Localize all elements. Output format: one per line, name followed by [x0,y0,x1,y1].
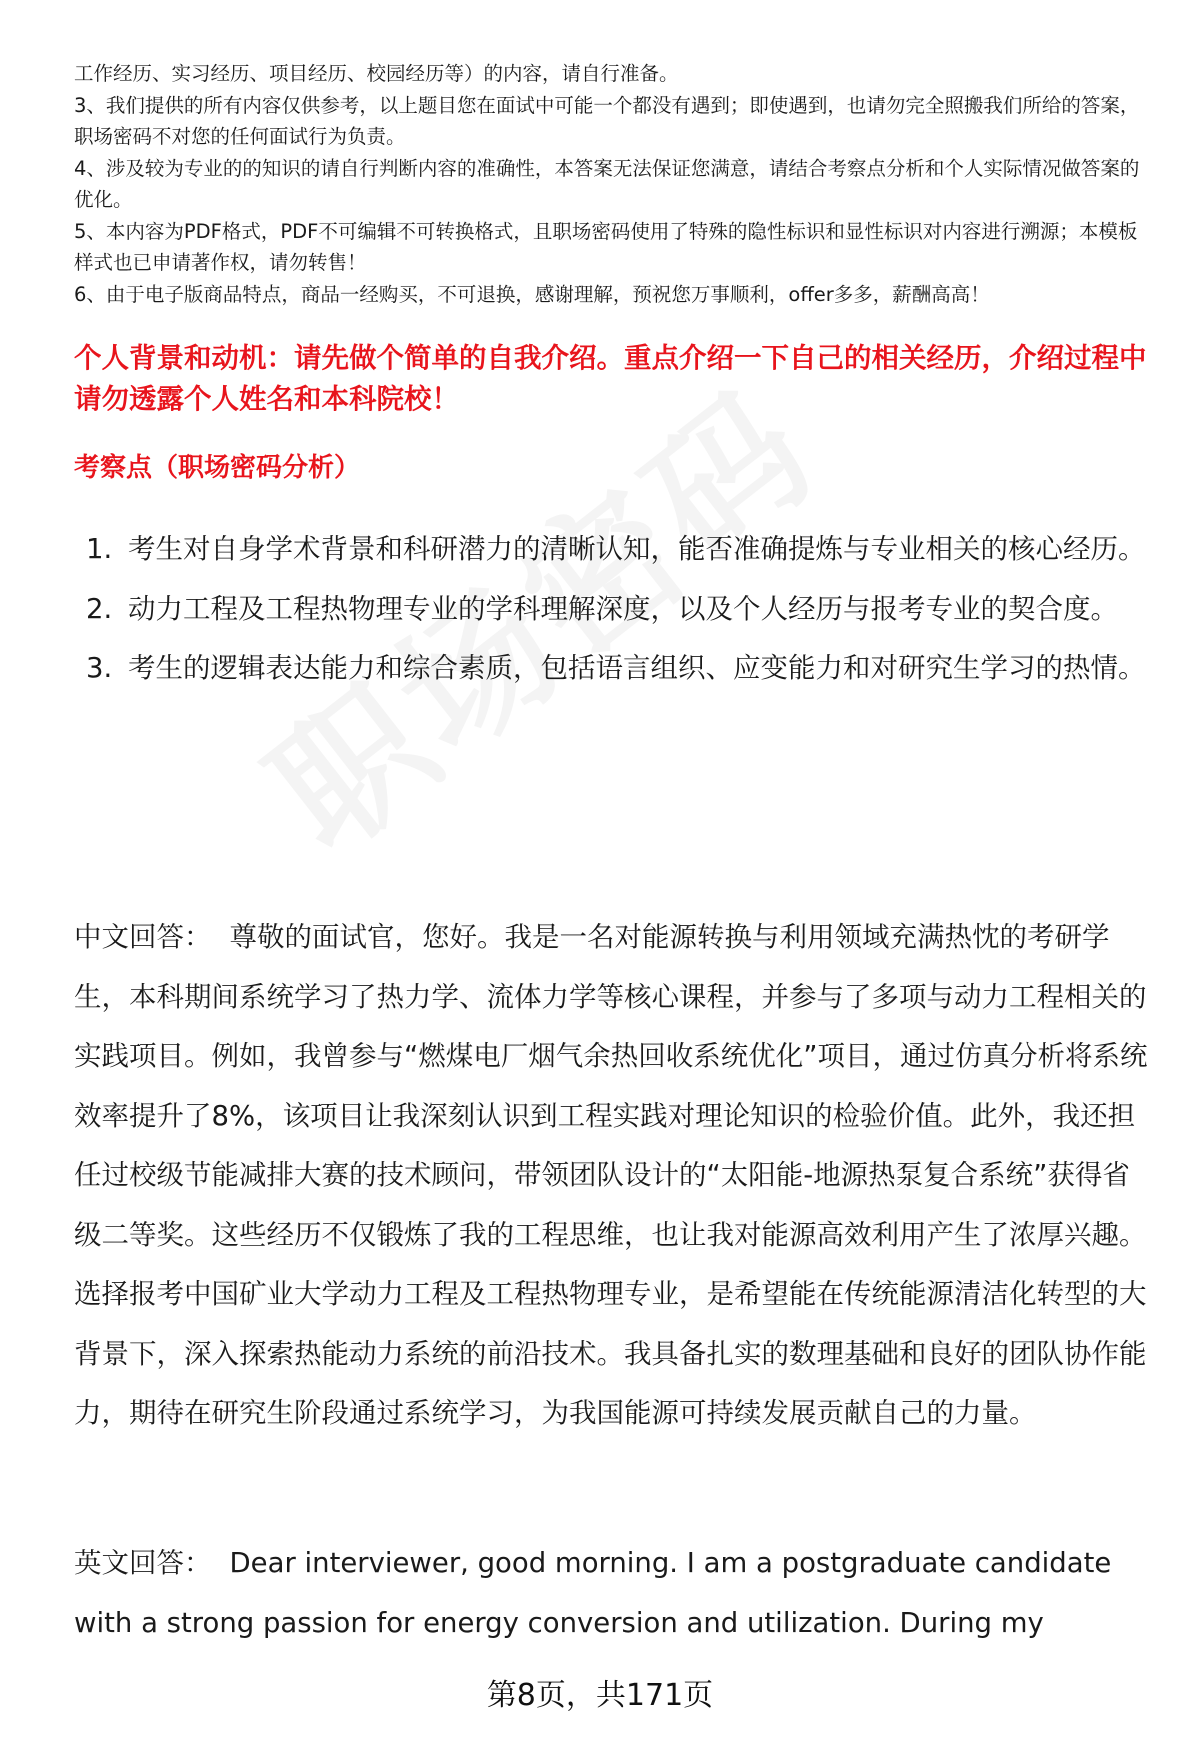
list-item [74,639,1154,699]
english-answer [74,1534,1154,1653]
list-item-text: 动力工程及工程热物理专业的学科理解深度，以及个人经历与报考专业的契合度。 [128,592,1118,625]
question-title: 个人背景和动机：请先做个简单的自我介绍。重点介绍一下自己的相关经历，介绍过程中请勿透露个人姓名和本科院校！ [74,342,1147,415]
chinese-answer-label: 中文回答： [74,921,212,953]
list-item [74,580,1154,640]
chinese-answer-text: 尊敬的面试官，您好。我是一名对能源转换与利用领域充满热忱的考研学生，本科期间系统学习了热力学、流体力学等核心课程，并参与了多项与动力工程相关的实践项目。例如，我曾参与“燃煤电厂烟气余热回收系统优化”项目，通过仿真分析将系统效率提升了8%，该项目让我深刻认识到工程实践对理论知识的检验价值。此外，我还担任过校级节能减排大赛的技术顾问，带领团队设计的“太阳能-地源热泵复合系统”获得省级二等奖。这些经历不仅锻炼了我的工程思维，也让我对能源高效利用产生了浓厚兴趣。选择报考中国矿业大学动力工程及工程热物理专业，是希望能在传统能源清洁化转型的大背景下，深入探索热能动力系统的前沿技术。我具备扎实的数理基础和良好的团队协作能力，期待在研究生阶段通过系统学习，为我国能源可持续发展贡献自己的力量。 [74,921,1148,1429]
notice-line: 6、由于电子版商品特点，商品一经购买，不可退换，感谢理解，预祝您万事顺利，offer多多，薪酬高高！ [74,282,990,306]
list-item-number: 2. [86,592,113,625]
english-answer-text: Dear interviewer, good morning. I am a postgraduate candidate with a strong passion for energy conversion and utilization. During my [74,1547,1112,1639]
notice-line: 4、涉及较为专业的的知识的请自行判断内容的准确性，本答案无法保证您满意，请结合考察点分析和个人实际情况做答案的优化。 [74,156,1140,211]
notice-line: 3、我们提供的所有内容仅供参考，以上题目您在面试中可能一个都没有遇到；即使遇到，也请勿完全照搬我们所给的答案，职场密码不对您的任何面试行为负责。 [74,93,1140,148]
list-item-number: 3. [86,652,113,684]
list-item-text: 考生的逻辑表达能力和综合素质，包括语言组织、应变能力和对研究生学习的热情。 [128,652,1146,684]
list-item [74,520,1154,580]
english-answer-label: 英文回答： [74,1547,212,1579]
key-points-heading: 考察点（职场密码分析） [74,453,361,483]
page-number: 第8页，共171页 [486,1678,714,1713]
notice-block [74,58,1154,310]
chinese-answer [74,908,1154,1444]
notice-line: 工作经历、实习经历、项目经历、校园经历等）的内容，请自行准备。 [74,62,679,85]
key-points-list [74,520,1154,699]
list-item-number: 1. [86,533,113,565]
notice-line: 5、本内容为PDF格式，PDF不可编辑不可转换格式，且职场密码使用了特殊的隐性标识和显性标识对内容进行溯源；本模板样式也已申请著作权，请勿转售！ [74,219,1138,274]
list-item-text: 考生对自身学术背景和科研潜力的清晰认知，能否准确提炼与专业相关的核心经历。 [128,533,1146,565]
